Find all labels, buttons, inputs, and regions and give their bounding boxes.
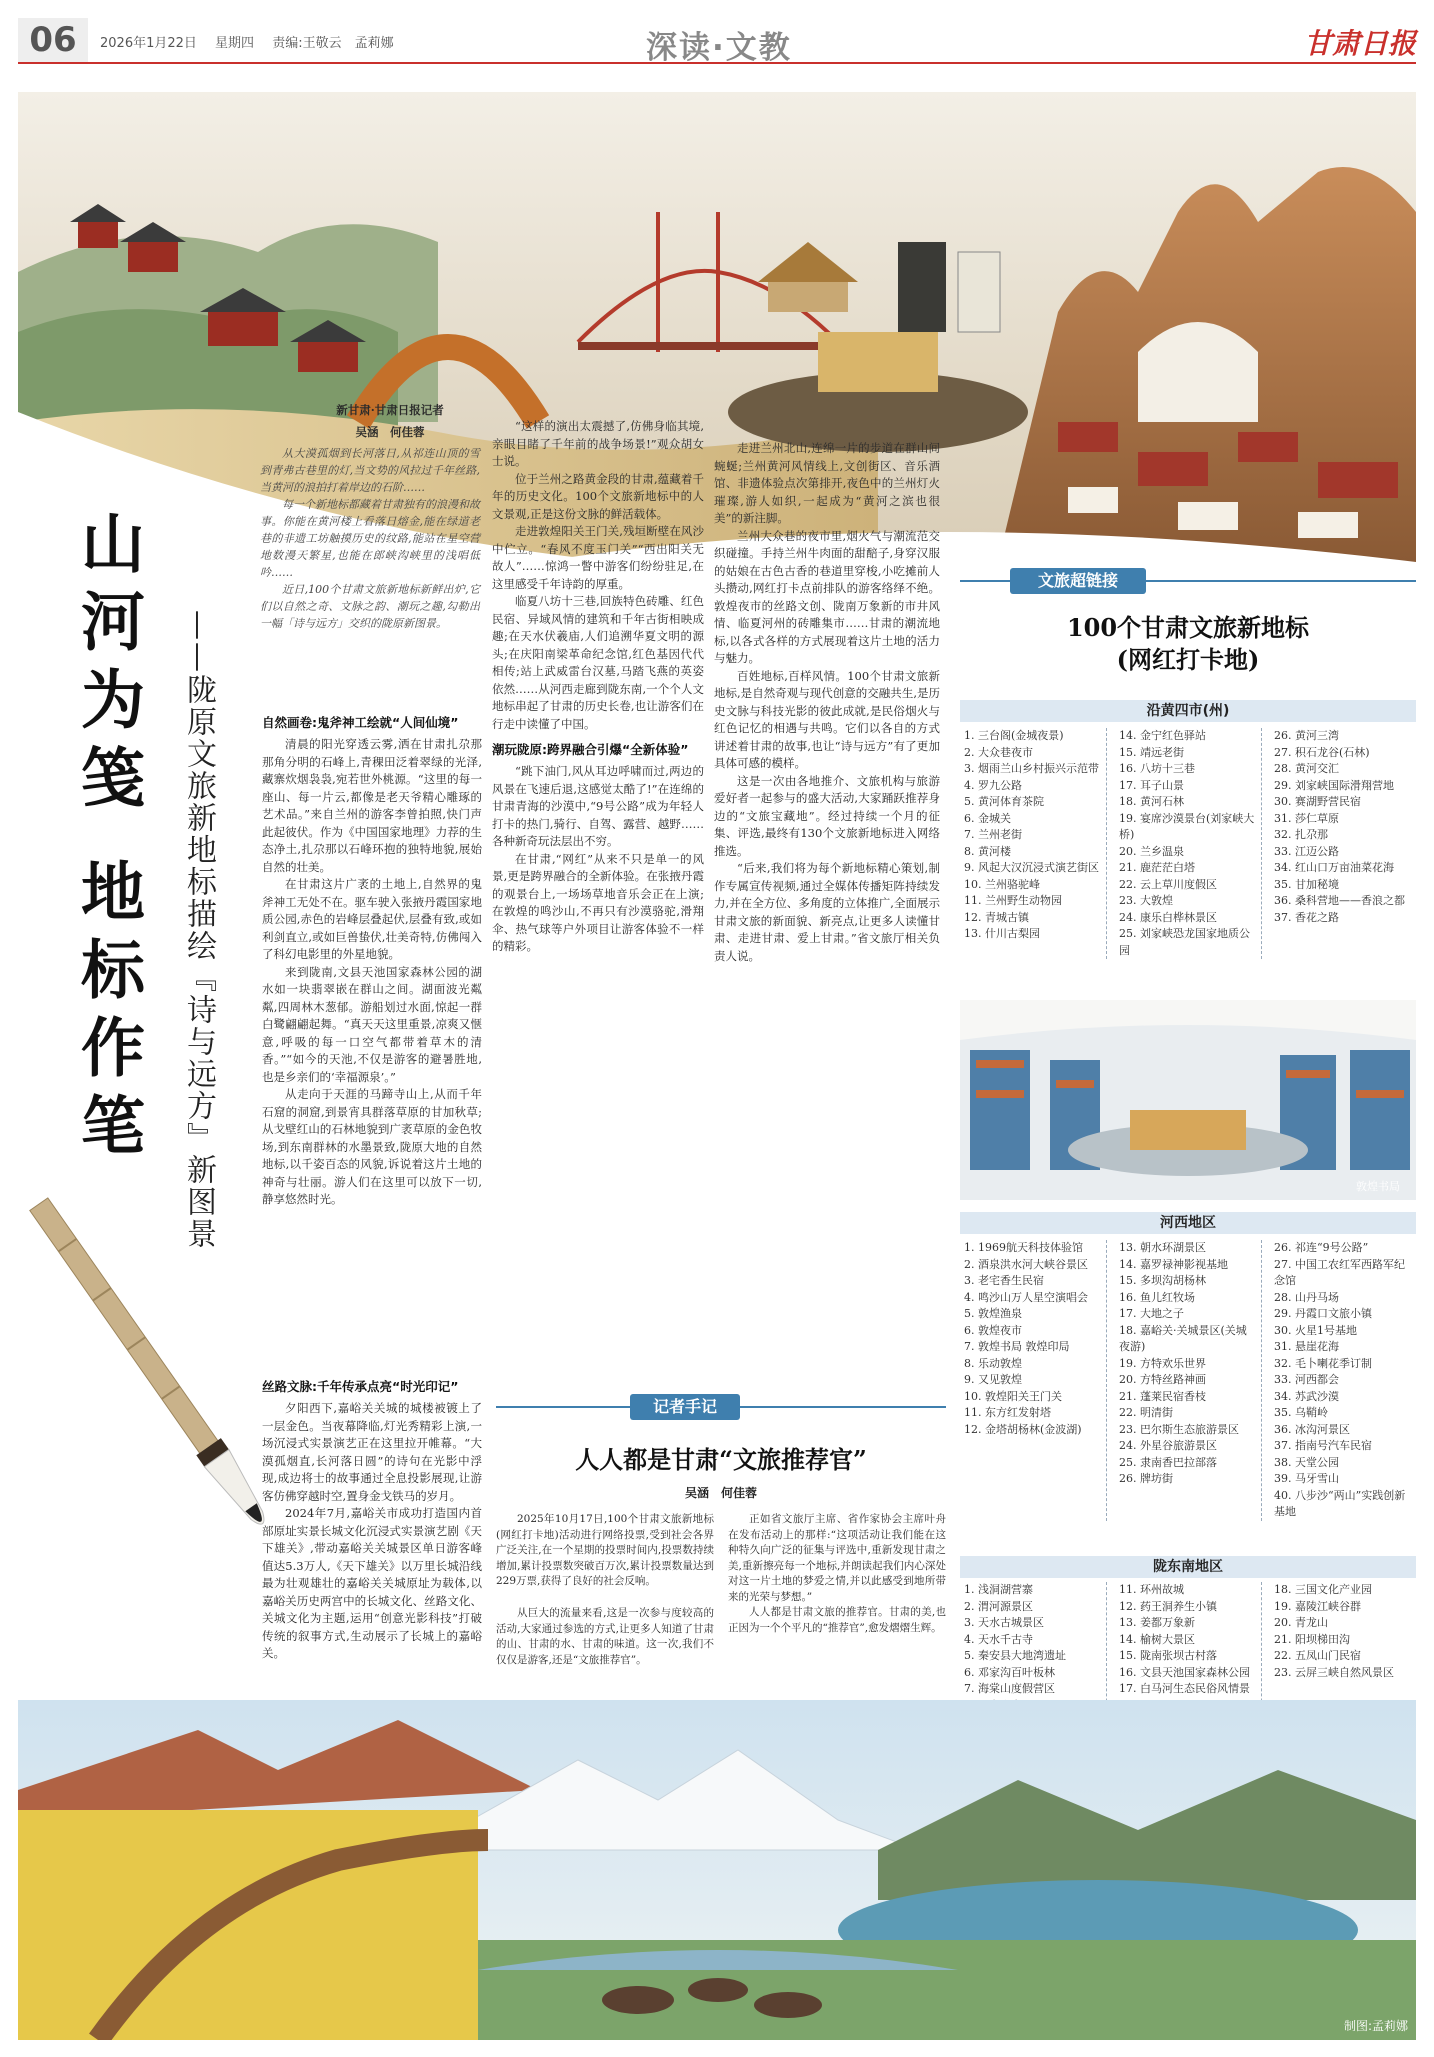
body-paragraph: “这样的演出太震撼了,仿佛身临其境,亲眼目睹了千年前的战争场景!”观众胡女士说。 [492, 419, 704, 468]
list-column [1115, 728, 1262, 959]
landmark-item: 32. 扎尕那 [1274, 828, 1328, 841]
landmark-item: 36. 冰沟河景区 [1274, 1422, 1350, 1436]
note-paragraph: 正如省文旅厅主席、省作家协会主席叶舟在发布活动上的那样:“这项活动让我们能在这种特久向广泛的征集与评选中,重新发现甘肃之美,重新擦亮每一个地标,并朗读起我们内心深处对这一片土地的梦爱之情,并以此感受到地所带来的光荣与梦想。” [728, 1513, 946, 1603]
landmark-item: 15. 陇南张坝古村落 [1119, 1649, 1217, 1662]
landmark-item: 34. 红山口万亩油菜花海 [1274, 861, 1394, 874]
landmark-item: 12. 金塔胡杨林(金波湖) [964, 1422, 1082, 1436]
landmark-item: 4. 罗九公路 [964, 778, 1022, 792]
body-paragraph: 位于兰州之路黄金段的甘肃,蕴藏着千年的历史文化。100个文旅新地标中的人文景观,正是这份文脉的鲜活载体。 [492, 471, 704, 521]
landmark-item: 23. 大敦煌 [1119, 894, 1173, 907]
list-column [1115, 1240, 1262, 1521]
body-paragraph: 从走向于天涯的马蹄寺山上,从而千年石窟的洞窟,到景宵具群落草原的甘加秋草;从戈壁红山的石林地貌到广袤草原的金色牧场,到东南群林的水墨景致,陇原大地的自然地标,以千姿百态的风貌,诉说着这片土地的神奇与壮丽。游人们在这里可以放下一切,静享悠然时光。 [262, 1087, 482, 1206]
landmark-item: 12. 药王洞养生小镇 [1119, 1599, 1217, 1613]
landmark-item: 4. 鸣沙山万人星空演唱会 [964, 1290, 1088, 1304]
body-paragraph: 这是一次由各地推介、文旅机构与旅游爱好者一起参与的盛大活动,大家踊跃推荐身边的“文旅宝藏地”。经过持续一个月的征集、评选,最终有130个文旅新地标进入网络推选。 [714, 773, 940, 858]
landmark-item: 18. 三国文化产业园 [1274, 1583, 1372, 1596]
landmark-item: 14. 榆树大景区 [1119, 1632, 1195, 1646]
masthead [18, 18, 1416, 64]
main-subtitle: ——陇原文旅新地标描绘『诗与远方』新图景 [181, 610, 216, 1250]
landmark-item: 21. 阳坝梯田沟 [1274, 1632, 1350, 1646]
body-paragraph: 在甘肃,“网红”从来不只是单一的风景,更是跨界融合的全新体验。在张掖丹霞的观景台上,一场场草地音乐会正在上演;在敦煌的鸣沙山,不再只有沙漠骆驼,滑翔伞、热气球等户外项目让游客体验不一样的精彩。 [492, 851, 704, 953]
list-column [960, 728, 1107, 959]
bottom-landscape-illustration [18, 1700, 1416, 2040]
landmark-item: 1. 1969航天科技体验馆 [964, 1241, 1083, 1254]
landmark-item: 23. 云屏三峡自然风景区 [1274, 1665, 1394, 1679]
landmark-item: 14. 金宁红色驿站 [1119, 729, 1206, 742]
intro-paragraph: 从大漠孤烟到长河落日,从祁连山顶的雪到青弗古巷里的灯,当文势的风拉过千年丝路,当黄河的浪拍打着岸边的石阶…… [260, 447, 480, 494]
landmark-item: 37. 香花之路 [1274, 910, 1339, 924]
landmark-item: 30. 火星1号基地 [1274, 1323, 1357, 1337]
landmark-item: 15. 靖远老街 [1119, 745, 1184, 759]
landmark-item: 10. 兰州骆驼峰 [964, 877, 1040, 891]
article-intro [260, 445, 480, 632]
bookstore-caption: 敦煌书局 [1356, 1180, 1400, 1193]
page-meta [100, 32, 408, 51]
region-heading: 河西地区 [960, 1212, 1416, 1234]
landmark-item: 7. 海棠山度假营区 [964, 1682, 1055, 1695]
landmark-item: 14. 嘉罗禄神影视基地 [1119, 1257, 1228, 1271]
landmark-item: 1. 三台阁(金城夜景) [964, 729, 1064, 742]
list-column [1270, 1240, 1416, 1521]
body-paragraph: “后来,我们将为每个新地标精心策划,制作专属宣传视频,通过全媒体传播矩阵持续发力,并在全方位、多角度的立体推广,全面展示甘肃文旅的新面貌、新亮点,让更多人读懂甘肃、走进甘肃、爱上甘肃。”省文旅厅相关负责人说。 [714, 861, 940, 963]
landmark-item: 35. 甘加秘境 [1274, 877, 1339, 891]
region-heading: 沿黄四市(州) [960, 700, 1416, 722]
landmark-item: 33. 江迈公路 [1274, 844, 1339, 858]
landmark-item: 40. 八步沙“两山”实践创新基地 [1274, 1488, 1406, 1518]
landmark-item: 27. 中国工农红军西路军纪念馆 [1274, 1257, 1405, 1287]
landmark-item: 39. 马牙雪山 [1274, 1472, 1339, 1485]
landmark-item: 4. 天水千古寺 [964, 1632, 1033, 1646]
intro-paragraph: 每一个新地标都藏着甘肃独有的浪漫和故事。你能在黄河楼上看落日熔金,能在绿道老巷的非遗工坊触摸历史的纹路,能站在星空营地数漫天繁星,也能在郎峡沟峡里的浅唱低吟…… [260, 498, 480, 579]
landmark-item: 18. 嘉峪关·关城景区(关城夜游) [1119, 1323, 1247, 1353]
landmark-item: 37. 指南号汽车民宿 [1274, 1439, 1372, 1452]
landmark-item: 5. 敦煌渔泉 [964, 1307, 1022, 1320]
body-paragraph: “跳下油门,风从耳边呼啸而过,两边的风景在飞速后退,这感觉太酷了!”在连绵的甘肃青海的沙漠中,“9号公路”成为年轻人打卡的热门,骑行、自驾、露营、越野……各种新奇玩法层出不穷。 [492, 764, 704, 848]
landmark-item: 7. 敦煌书局 敦煌印局 [964, 1340, 1070, 1353]
landmark-item: 24. 外星谷旅游景区 [1119, 1439, 1217, 1452]
article-column-1b [262, 1370, 482, 1663]
region-heading: 陇东南地区 [960, 1556, 1416, 1578]
landmark-item: 34. 苏武沙漠 [1274, 1389, 1339, 1403]
landmark-item: 29. 刘家峡国际滑翔营地 [1274, 778, 1394, 792]
article-column-2 [492, 418, 704, 956]
note-column-1b [496, 1606, 714, 1668]
landmark-item: 20. 方特丝路神画 [1119, 1373, 1206, 1386]
landmark-item: 1. 浅洞湖营寨 [964, 1583, 1033, 1596]
landmark-item: 38. 天堂公园 [1274, 1455, 1339, 1469]
note-column-1 [496, 1512, 714, 1590]
issue-date: 2026年1月22日 [100, 36, 197, 51]
note-paragraph: 人人都是甘肃文旅的推荐官。甘肃的美,也正因为一个个平凡的“推荐官”,愈发熠熠生辉。 [728, 1606, 946, 1634]
bookstore-photo [960, 1000, 1416, 1200]
list-column [960, 1240, 1107, 1521]
body-paragraph: 清晨的阳光穿透云雾,洒在甘肃扎尕那那角分明的石峰上,青稞田泛着翠绿的光泽,藏寨炊烟袅袅,宛若世外桃源。“这里的每一座山、每一片云,都像是老天爷精心雕琢的艺术品。”来自兰州的游客李曾拍照,快门声此起彼伏。作为《中国国家地理》力荐的生态净土,扎尕那以石峰环抱的独特地貌,展始自然的壮美。 [262, 737, 482, 874]
landmark-item: 9. 风起大汉沉浸式演艺街区 [964, 861, 1099, 874]
landmark-item: 16. 八坊十三巷 [1119, 762, 1195, 775]
article-column-3 [714, 440, 940, 965]
landmark-item: 7. 兰州老街 [964, 828, 1022, 841]
landmark-item: 13. 什川古梨园 [964, 927, 1040, 940]
body-paragraph: 夕阳西下,嘉峪关关城的城楼被镀上了一层金色。当夜幕降临,灯光秀精彩上演,一场沉浸式实景演艺正在这里拉开帷幕。“大漠孤烟直,长河落日圆”的诗句在光影中浮现,成边将士的故事通过全息投影展现,让游客仿佛穿越时空,置身金戈铁马的岁月。 [262, 1401, 482, 1503]
page-number: 06 [18, 18, 88, 62]
sidebar-banner: 文旅超链接 [1010, 568, 1146, 594]
landmark-item: 20. 兰乡温泉 [1119, 844, 1184, 858]
issue-weekday: 星期四 [215, 36, 255, 51]
landmark-item: 21. 蓬莱民宿香枝 [1119, 1389, 1206, 1403]
note-paragraph: 2025年10月17日,100个甘肃文旅新地标(网红打卡地)活动进行网络投票,受到社会各界广泛关注,在一个星期的投票时间内,投票数持续增加,累计投票数突破百万次,累计投票数量达到229万票,获得了良好的社会反响。 [496, 1513, 714, 1587]
landmark-item: 27. 积石龙谷(石林) [1274, 745, 1370, 759]
landmark-item: 3. 天水古城景区 [964, 1616, 1044, 1629]
landmark-item: 13. 姜都万象新 [1119, 1616, 1195, 1629]
landmark-item: 11. 环州故城 [1119, 1583, 1184, 1596]
region-list [960, 1240, 1416, 1521]
landmark-item: 25. 刘家峡恐龙国家地质公园 [1119, 927, 1250, 957]
body-paragraph: 2024年7月,嘉峪关市成功打造国内首部原址实景长城文化沉浸式实景演艺剧《天下雄关》,带动嘉峪关关城景区单日游客峰值达5.3万人,《天下雄关》以万里长城沿线最为壮观雄壮的嘉峪关关城原址为载体,以嘉峪关历史两宫中的长城文化、丝路文化、关城文化为主题,运用“创意光影科技”打破传统的叙事方式,生动展示了长城上的嘉峪关。 [262, 1506, 482, 1660]
landmark-item: 32. 毛卜喇花季订制 [1274, 1356, 1372, 1370]
list-column [1270, 728, 1416, 959]
landmark-item: 3. 老宅香生民宿 [964, 1274, 1044, 1287]
body-paragraph: 兰州大众巷的夜市里,烟火气与潮流范交织碰撞。手持兰州牛肉面的甜醅子,身穿汉服的姑娘在古色古香的巷道里穿梭,小吃摊前人头攒动,网红打卡点前排队的游客络绎不绝。敦煌夜市的丝路文创、陇南万象新的市井风情、临夏河州的砖雕集市……甘肃的潮流地标,以各式各样的方式展现着这片土地的活力与魅力。 [714, 528, 940, 665]
landmark-item: 18. 黄河石林 [1119, 795, 1184, 808]
intro-paragraph: 近日,100个甘肃文旅新地标新鲜出炉,它们以自然之奇、文脉之韵、潮玩之趣,勾勒出一幅「诗与远方」交织的陇原新图景。 [260, 583, 480, 630]
section-heading: 丝路文脉:千年传承点亮“时光印记” [262, 1379, 459, 1394]
body-paragraph: 在甘肃这片广袤的土地上,自然界的鬼斧神工无处不在。驱车驶入张掖丹霞国家地质公园,赤色的岩峰层叠起伏,层叠有致,或如利剑直立,或如巨兽蛰伏,壮美奇特,仿佛闯入了科幻电影里的外星地貌。 [262, 877, 482, 961]
landmark-item: 26. 祁连“9号公路” [1274, 1241, 1369, 1254]
landmark-item: 13. 朝水环湖景区 [1119, 1241, 1206, 1254]
landmark-item: 15. 多坝沟胡杨林 [1119, 1274, 1206, 1287]
note-column-2 [728, 1512, 946, 1636]
body-paragraph: 百姓地标,百样风情。100个甘肃文旅新地标,是自然奇观与现代创意的交融共生,是历史文脉与科技光影的彼此成就,是民俗烟火与红色记忆的相遇与共鸣。它们以各自的方式讲述着甘肃的故事,也让“诗与远方”有了更加具体可感的模样。 [714, 668, 940, 770]
landmark-item: 30. 赛湖野营民宿 [1274, 795, 1361, 808]
note-byline: 吴涵 何佳蓉 [684, 1486, 757, 1500]
landmark-item: 16. 鱼儿红牧场 [1119, 1290, 1195, 1304]
landmark-item: 31. 悬崖花海 [1274, 1340, 1339, 1353]
note-title: 人人都是甘肃“文旅推荐官” [575, 1445, 867, 1474]
landmark-item: 21. 鹿茫茫白塔 [1119, 861, 1195, 874]
landmark-item: 5. 秦安县大地湾遗址 [964, 1649, 1066, 1662]
landmark-item: 29. 丹霞口文旅小镇 [1274, 1307, 1372, 1320]
landmark-item: 11. 兰州野生动物园 [964, 894, 1062, 907]
landmark-item: 17. 白马河生态民俗风情景 [1119, 1682, 1250, 1695]
newspaper-logo: 甘肃日报 [1303, 27, 1416, 60]
landmark-item: 17. 耳子山景 [1119, 778, 1184, 792]
article-byline: 新甘肃·甘肃日报记者 吴涵 何佳蓉 [336, 403, 444, 439]
landmark-item: 3. 烟雨兰山乡村振兴示范带 [964, 762, 1099, 775]
landmark-item: 23. 巴尔斯生态旅游景区 [1119, 1422, 1239, 1436]
body-paragraph: 来到陇南,文县天池国家森林公园的湖水如一块翡翠嵌在群山之间。湖面波光粼粼,四周林木葱郁。游船划过水面,惊起一群白鹭翩翩起舞。“真天天这里重景,凉爽又惬意,呼吸的每一口空气都带着草木的清香。”“如今的天池,不仅是游客的避暑胜地,也是乡亲们的‘幸福源泉’。” [262, 964, 482, 1084]
main-title: 山河为笺 地标作笔 [70, 510, 144, 1171]
section-heading: 自然画卷:鬼斧神工绘就“人间仙境” [262, 715, 459, 730]
landmark-item: 9. 又见敦煌 [964, 1373, 1022, 1386]
article-column-1 [262, 706, 482, 1209]
photo-credit: 制图:孟莉娜 [1343, 2019, 1408, 2033]
landmark-item: 8. 乐动敦煌 [964, 1356, 1022, 1370]
landmark-item: 36. 桑科营地——香浪之都 [1274, 894, 1405, 907]
landmark-item: 5. 黄河体育茶院 [964, 795, 1044, 808]
landmark-item: 22. 云上草川度假区 [1119, 877, 1217, 891]
landmark-item: 2. 渭河源景区 [964, 1599, 1033, 1613]
landmark-item: 22. 五凤山门民宿 [1274, 1649, 1361, 1662]
body-paragraph: 临夏八坊十三巷,回族特色砖雕、红色民宿、异域风情的建筑和千年古街相映成趣;在天水伏羲庙,人们追溯华夏文明的源头;在庆阳南梁革命纪念馆,红色基因代代相传;站上武威雷台汉墓,马踏飞燕的英姿依然……从河西走廊到陇东南,一个个人文地标串起了甘肃的历史长卷,也让游客们在行走中读懂了中国。 [492, 594, 704, 731]
landmark-item: 6. 邓家沟百叶板林 [964, 1665, 1055, 1679]
sidebar-title: 100个甘肃文旅新地标 (网红打卡地) [1066, 613, 1310, 674]
section-heading: 潮玩陇原:跨界融合引爆“全新体验” [492, 742, 689, 757]
landmark-item: 2. 酒泉洪水河大峡谷景区 [964, 1257, 1088, 1271]
landmark-item: 6. 敦煌夜市 [964, 1323, 1022, 1337]
landmark-item: 6. 金城关 [964, 811, 1011, 825]
landmark-item: 11. 东方红发射塔 [964, 1406, 1051, 1419]
note-banner: 记者手记 [630, 1394, 740, 1420]
landmark-item: 24. 康乐白桦林景区 [1119, 910, 1217, 924]
landmark-item: 25. 隶南香巴拉部落 [1119, 1455, 1217, 1469]
landmark-item: 20. 青龙山 [1274, 1616, 1328, 1629]
landmark-item: 22. 明清街 [1119, 1406, 1173, 1419]
note-paragraph: 从巨大的流量来看,这是一次参与度较高的活动,大家通过参选的方式,让更多人知道了甘肃的山、甘肃的水、甘肃的味道。这一次,我们不仅仅是游客,还是“文旅推荐官”。 [496, 1607, 714, 1666]
body-paragraph: 走进兰州北山,连绵一片的步道在群山间蜿蜒;兰州黄河风情线上,文创街区、音乐酒馆、非遗体验点次第排开,夜色中的兰州灯火璀璨,游人如织,一起成为“黄河之滨也很美”的新注脚。 [714, 441, 940, 525]
landmark-item: 17. 大地之子 [1119, 1307, 1184, 1320]
landmark-item: 16. 文县天池国家森林公园 [1119, 1665, 1250, 1679]
landmark-item: 28. 山丹马场 [1274, 1290, 1339, 1304]
landmark-item: 26. 牌坊街 [1119, 1472, 1173, 1485]
landmark-item: 10. 敦煌阳关王门关 [964, 1389, 1062, 1403]
landmark-item: 33. 河西都会 [1274, 1373, 1339, 1386]
body-paragraph: 走进敦煌阳关王门关,残垣断壁在风沙中伫立。“春风不度玉门关”“西出阳关无故人”……惊鸿一瞥中游客们纷纷驻足,在这里感受千年诗韵的厚重。 [492, 524, 704, 591]
landmark-item: 31. 莎仁草原 [1274, 811, 1339, 825]
landmark-item: 26. 黄河三湾 [1274, 729, 1339, 742]
editor-credit: 责编:王敬云 孟莉娜 [272, 36, 394, 51]
landmark-item: 19. 方特欢乐世界 [1119, 1356, 1206, 1370]
landmark-item: 19. 宴席沙漠景台(刘家峡大桥) [1119, 811, 1255, 841]
landmark-item: 28. 黄河交汇 [1274, 762, 1339, 775]
landmark-item: 19. 嘉陵江峡谷群 [1274, 1599, 1361, 1613]
region-list [960, 728, 1416, 959]
landmark-item: 35. 乌鞘岭 [1274, 1406, 1328, 1419]
landmark-item: 8. 黄河楼 [964, 844, 1011, 858]
landmark-item: 12. 青城古镇 [964, 910, 1029, 924]
landmark-item: 2. 大众巷夜市 [964, 745, 1033, 759]
section-title: 深读·文教 [646, 30, 792, 66]
